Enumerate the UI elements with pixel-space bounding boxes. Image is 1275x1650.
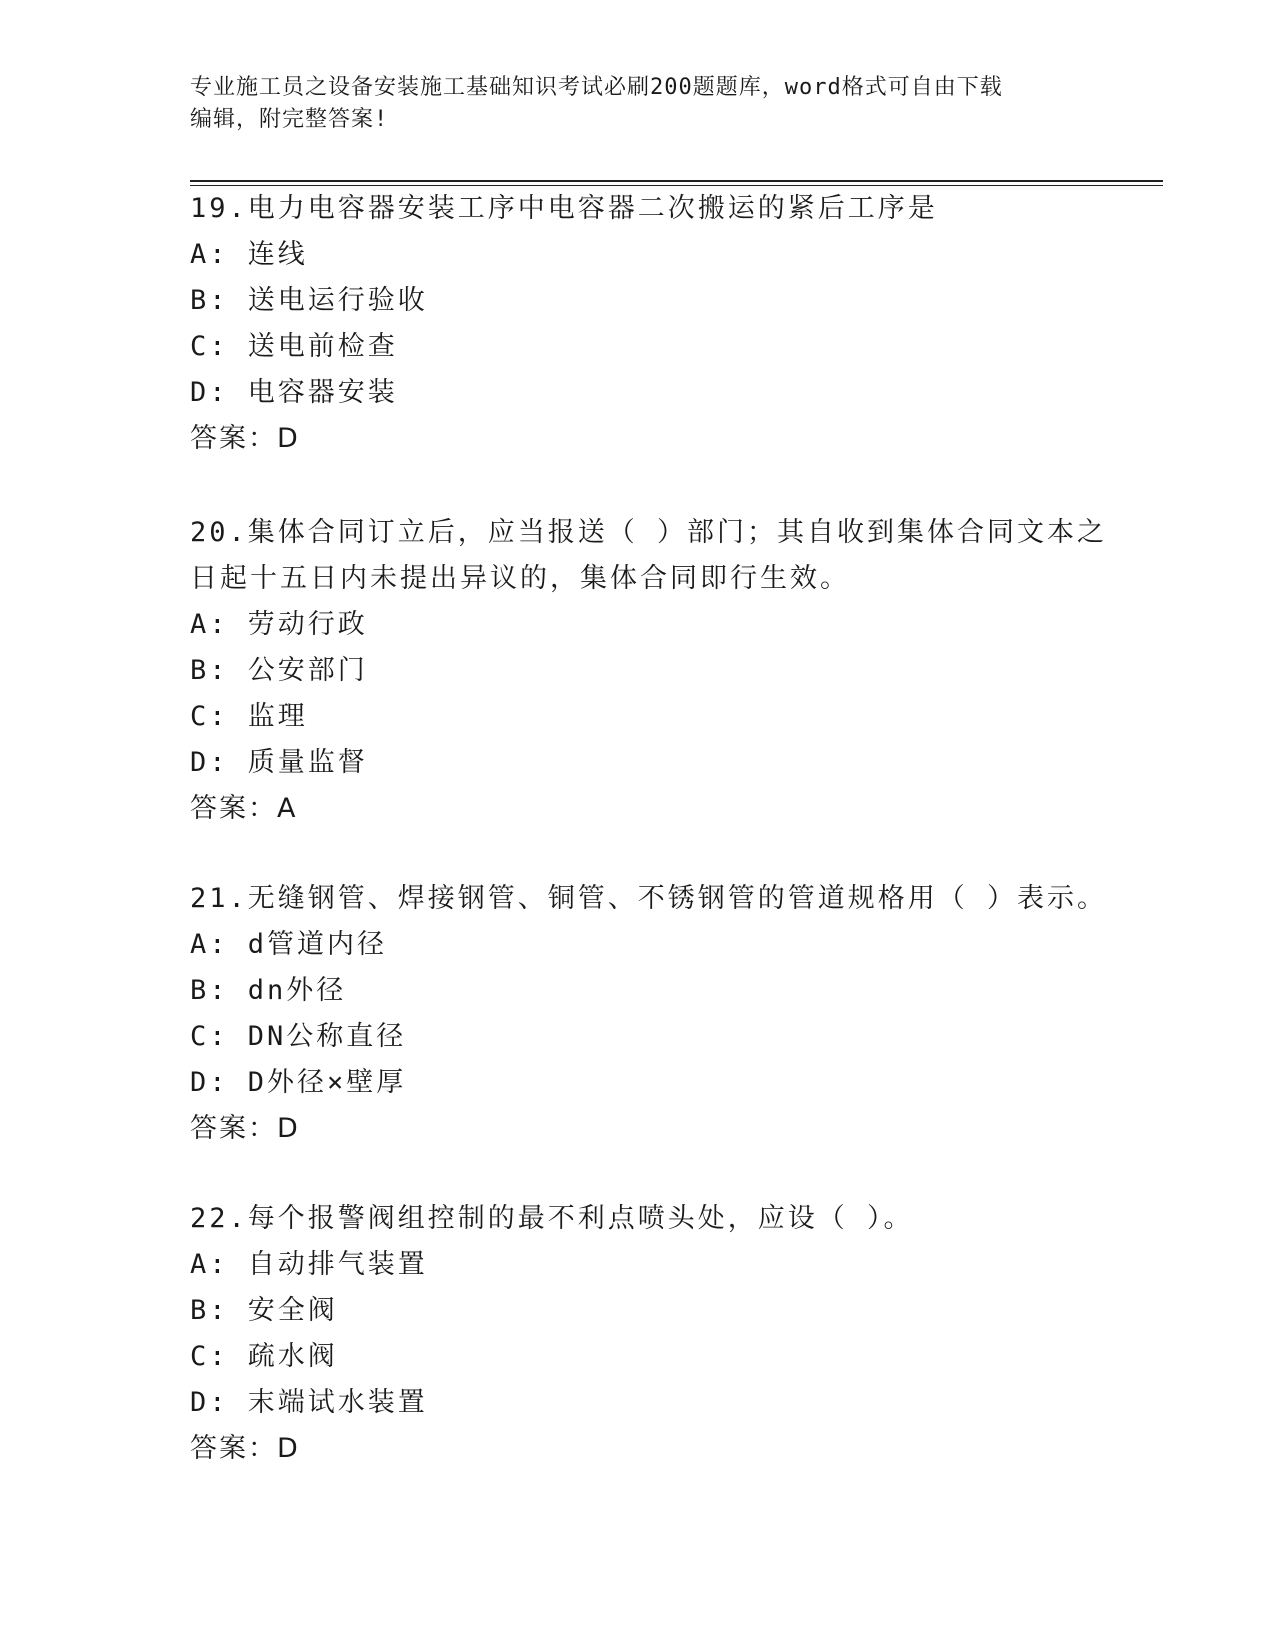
question-block-22 [190, 1196, 1090, 1472]
answer-line: 答案：D [190, 1433, 300, 1464]
option-d: D: D外径×壁厚 [190, 1067, 407, 1098]
option-b: B: 安全阀 [190, 1295, 338, 1326]
header-line-1: 专业施工员之设备安装施工基础知识考试必刷200题题库，word格式可自由下载 [190, 75, 1003, 100]
answer-line: 答案：D [190, 423, 300, 454]
question-block-19 [190, 186, 1090, 462]
option-b: B: dn外径 [190, 975, 347, 1006]
option-d: D: 电容器安装 [190, 377, 398, 408]
option-c: C: 疏水阀 [190, 1341, 338, 1372]
option-c: C: 送电前检查 [190, 331, 398, 362]
option-a: A: 自动排气装置 [190, 1249, 428, 1280]
option-a: A: 劳动行政 [190, 609, 368, 640]
option-d: D: 质量监督 [190, 747, 368, 778]
option-c: C: 监理 [190, 701, 308, 732]
header-line-2: 编辑，附完整答案! [190, 107, 389, 132]
header-divider-thick [190, 180, 1163, 182]
question-stem: 21.无缝钢管、焊接钢管、铜管、不锈钢管的管道规格用（ ）表示。 [190, 883, 1108, 914]
question-stem: 20.集体合同订立后，应当报送（ ）部门；其自收到集体合同文本之 [190, 517, 1108, 548]
option-c: C: DN公称直径 [190, 1021, 407, 1052]
question-stem: 22.每个报警阀组控制的最不利点喷头处，应设（ ）。 [190, 1203, 914, 1234]
question-block-20 [190, 510, 1108, 832]
option-d: D: 末端试水装置 [190, 1387, 428, 1418]
option-b: B: 送电运行验收 [190, 285, 428, 316]
option-a: A: d管道内径 [190, 929, 388, 960]
question-stem-continued: 日起十五日内未提出异议的，集体合同即行生效。 [190, 563, 850, 594]
option-b: B: 公安部门 [190, 655, 368, 686]
answer-line: 答案：D [190, 1113, 300, 1144]
answer-line: 答案：A [190, 793, 298, 824]
document-header [190, 72, 1070, 136]
question-block-21 [190, 876, 1108, 1152]
question-stem: 19.电力电容器安装工序中电容器二次搬运的紧后工序是 [190, 193, 938, 224]
option-a: A: 连线 [190, 239, 308, 270]
